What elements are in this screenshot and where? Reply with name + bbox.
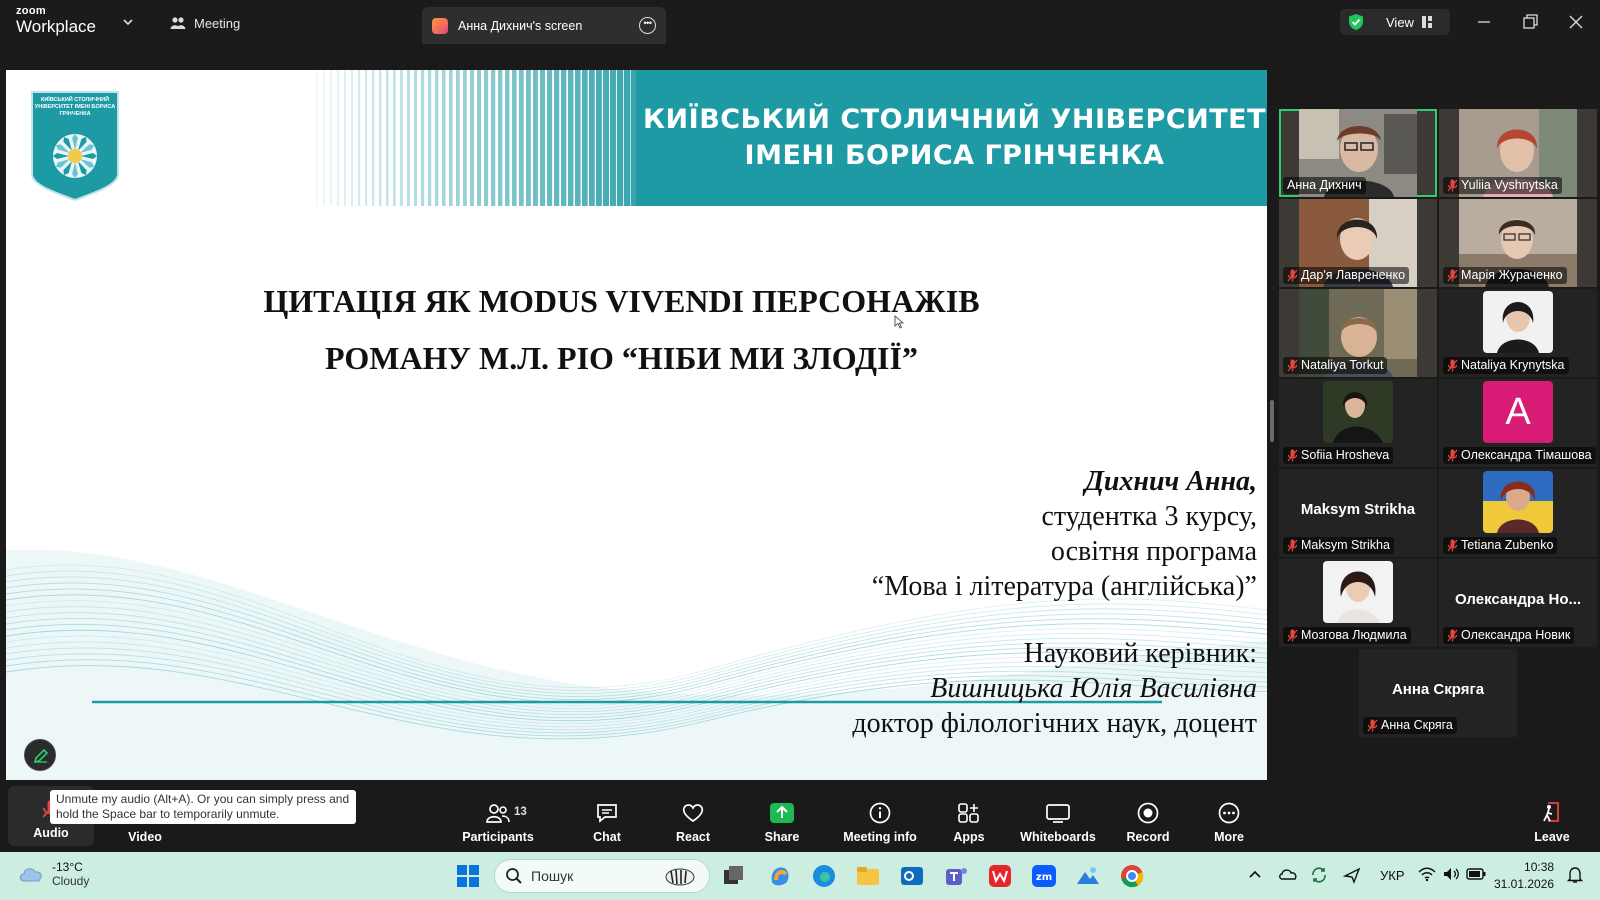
windows-taskbar (0, 852, 1600, 900)
tab-shared-screen[interactable] (422, 7, 666, 44)
supervisor-name: Вишницька Юлія Василівна (930, 673, 1257, 704)
view-button[interactable] (1340, 9, 1450, 35)
system-clock[interactable] (1494, 859, 1554, 893)
participant-avatar (1323, 381, 1393, 443)
participant-name: Дар'я Лаврененко (1283, 267, 1409, 284)
participants-label: Participants (462, 830, 534, 844)
university-title (642, 102, 1267, 174)
record-label: Record (1126, 830, 1170, 844)
chat-label: Chat (593, 830, 621, 844)
cloud-icon (18, 864, 44, 884)
slide-title (6, 273, 1267, 387)
tab-screen-label: Анна Дихнич's screen (458, 18, 583, 33)
weather-condition: Cloudy (52, 874, 90, 888)
author-name: Дихнич Анна, (1084, 466, 1257, 497)
participant-tile[interactable] (1439, 559, 1597, 647)
shield-check-icon (1348, 13, 1364, 31)
info-icon (868, 802, 892, 824)
muted-mic-icon (1287, 539, 1298, 552)
gallery-resize-handle[interactable] (1270, 400, 1274, 442)
minimize-icon[interactable] (1472, 10, 1496, 34)
participant-tile[interactable] (1279, 379, 1437, 467)
muted-mic-icon (1287, 269, 1298, 282)
task-view-icon[interactable] (720, 862, 748, 890)
share-button[interactable] (757, 780, 807, 852)
zoom-workplace-logo[interactable] (16, 6, 96, 35)
react-label: React (675, 830, 711, 844)
participant-avatar-letter: A (1483, 381, 1553, 443)
participant-tile[interactable] (1279, 469, 1437, 557)
outlook-icon[interactable] (898, 862, 926, 890)
meeting-info-label: Meeting info (843, 830, 917, 844)
audio-label: Audio (33, 826, 69, 840)
screen-thumbnail-icon (432, 18, 448, 34)
taskbar-search[interactable] (494, 859, 710, 893)
zebra-search-highlight-icon (661, 864, 699, 888)
slide-title-line2: РОМАНУ М.Л. РІО “НІБИ МИ ЗЛОДІЇ” (325, 340, 918, 376)
teams-icon[interactable] (942, 862, 970, 890)
participants-count: 13 (514, 806, 527, 818)
muted-mic-icon (1287, 449, 1298, 462)
participant-name: Nataliya Krynytska (1443, 357, 1569, 374)
participant-tile[interactable] (1439, 379, 1597, 467)
photos-icon[interactable] (1074, 862, 1102, 890)
windows-start-icon[interactable] (454, 862, 482, 890)
more-label: More (1214, 830, 1244, 844)
mouse-cursor-icon (894, 315, 904, 329)
clock-date: 31.01.2026 (1494, 877, 1555, 891)
supervisor-title: доктор філологічних наук, доцент (852, 708, 1257, 739)
onedrive-cloud-icon[interactable] (1278, 866, 1298, 882)
participant-tile[interactable] (1439, 469, 1597, 557)
video-label: Video (128, 830, 162, 844)
participant-name: Sofiia Hrosheva (1283, 447, 1393, 464)
participant-display-name: Анна Скряга (1391, 681, 1485, 698)
participant-name: Nataliya Torkut (1283, 357, 1387, 374)
logo-top-text: zoom (16, 5, 46, 17)
file-explorer-icon[interactable] (854, 862, 882, 890)
react-button[interactable] (668, 780, 718, 852)
whiteboards-button[interactable] (1020, 780, 1096, 852)
chat-icon (595, 802, 619, 824)
more-icon (1217, 802, 1241, 824)
participant-tile[interactable] (1279, 199, 1437, 287)
muted-mic-icon (1447, 269, 1458, 282)
muted-mic-icon (1447, 449, 1458, 462)
apps-button[interactable] (946, 780, 992, 852)
wps-office-icon[interactable] (986, 862, 1014, 890)
whiteboard-icon (1045, 802, 1071, 824)
participant-tile[interactable] (1439, 289, 1597, 377)
participant-tile[interactable] (1439, 109, 1597, 197)
leave-button[interactable] (1528, 780, 1576, 852)
meeting-info-button[interactable] (838, 780, 922, 852)
chevron-down-icon[interactable] (122, 16, 134, 28)
author-program-label: освітня програма (1050, 536, 1257, 567)
muted-mic-icon (1287, 629, 1298, 642)
temperature: -13°C (52, 860, 83, 874)
university-title-line2: ІМЕНІ БОРИСА ГРІНЧЕНКА (744, 140, 1165, 171)
participant-name: Анна Дихнич (1283, 177, 1366, 194)
shared-slide (6, 70, 1267, 780)
chat-button[interactable] (584, 780, 630, 852)
participant-tile[interactable] (1279, 109, 1437, 197)
record-button[interactable] (1120, 780, 1176, 852)
wifi-icon[interactable] (1418, 866, 1436, 882)
record-icon (1136, 802, 1160, 824)
muted-mic-icon (1447, 179, 1458, 192)
search-placeholder: Пошук (531, 868, 574, 884)
share-screen-icon (769, 802, 795, 824)
participant-display-name: Maksym Strikha (1300, 501, 1416, 518)
keyboard-language[interactable]: УКР (1380, 868, 1405, 883)
participant-name: Олександра Новик (1443, 627, 1574, 644)
copilot-icon[interactable] (766, 862, 794, 890)
svg-text:zm: zm (1035, 872, 1053, 883)
title-bar (0, 0, 1600, 46)
author-block (852, 464, 1257, 741)
close-icon[interactable] (1564, 10, 1588, 34)
muted-mic-icon (1447, 539, 1458, 552)
participants-icon (486, 802, 510, 824)
unmute-tooltip: Unmute my audio (Alt+A). Or you can simply press and hold the Space bar to temporarily unmute. (50, 790, 356, 824)
edge-browser-icon[interactable] (810, 862, 838, 890)
leave-label: Leave (1534, 830, 1570, 844)
participant-display-name: Олександра Но... (1454, 591, 1582, 608)
participant-tile[interactable] (1279, 559, 1437, 647)
layout-grid-icon (1422, 16, 1432, 28)
apps-icon (957, 802, 981, 824)
participant-name: Олександра Тімашова (1443, 447, 1596, 464)
chrome-icon[interactable] (1118, 862, 1146, 890)
leave-icon (1540, 800, 1564, 824)
apps-label: Apps (953, 830, 985, 844)
weather-widget[interactable] (18, 860, 89, 888)
logo-bottom-text: Workplace (16, 17, 96, 36)
tab-meeting-label: Meeting (194, 15, 241, 31)
participant-avatar (1483, 291, 1553, 353)
more-options-icon[interactable]: ••• (639, 17, 656, 34)
sync-icon[interactable] (1310, 866, 1328, 884)
participant-name: Анна Скряга (1363, 717, 1457, 734)
author-program: “Мова і література (англійська)” (871, 571, 1257, 602)
battery-icon[interactable] (1466, 867, 1486, 881)
participant-avatar (1323, 561, 1393, 623)
crest-text: КИЇВСЬКИЙ СТОЛИЧНИЙ УНІВЕРСИТЕТ ІМЕНІ БОРИСА ГРІНЧЕНКА (34, 97, 116, 117)
view-label: View (1386, 14, 1414, 30)
share-label: Share (764, 830, 800, 844)
muted-mic-icon (1447, 629, 1458, 642)
participant-name: Марія Жураченко (1443, 267, 1567, 284)
university-title-line1: КИЇВСЬКИЙ СТОЛИЧНИЙ УНІВЕРСИТЕТ (642, 104, 1267, 135)
participant-name: Yuliia Vyshnytska (1443, 177, 1562, 194)
whiteboards-label: Whiteboards (1020, 830, 1096, 844)
participants-icon (170, 16, 186, 30)
restore-icon[interactable] (1518, 10, 1542, 34)
more-button[interactable] (1206, 780, 1252, 852)
location-icon[interactable] (1342, 866, 1364, 884)
participant-avatar (1483, 471, 1553, 533)
tab-meeting[interactable] (170, 12, 240, 34)
muted-mic-icon (1287, 359, 1298, 372)
participant-tile[interactable] (1279, 289, 1437, 377)
muted-mic-icon (1447, 359, 1458, 372)
search-icon (505, 867, 523, 885)
zoom-app-icon[interactable] (1030, 862, 1058, 890)
participant-name: Tetiana Zubenko (1443, 537, 1557, 554)
participant-tile[interactable] (1359, 649, 1517, 737)
author-course: студентка 3 курсу, (1041, 501, 1257, 532)
slide-title-line1: ЦИТАЦІЯ ЯК MODUS VIVENDI ПЕРСОНАЖІВ (263, 283, 980, 319)
heart-icon (681, 802, 705, 824)
annotate-button[interactable] (24, 739, 56, 771)
notifications-bell-icon[interactable] (1566, 866, 1584, 884)
participant-name: Мозгова Людмила (1283, 627, 1411, 644)
volume-icon[interactable] (1442, 866, 1460, 882)
pencil-icon (25, 740, 57, 772)
muted-mic-icon (1367, 719, 1378, 732)
clock-time: 10:38 (1524, 860, 1555, 874)
participant-name: Maksym Strikha (1283, 537, 1394, 554)
participant-tile[interactable] (1439, 199, 1597, 287)
supervisor-label: Науковий керівник: (1023, 638, 1257, 669)
chevron-up-icon[interactable] (1248, 868, 1262, 882)
